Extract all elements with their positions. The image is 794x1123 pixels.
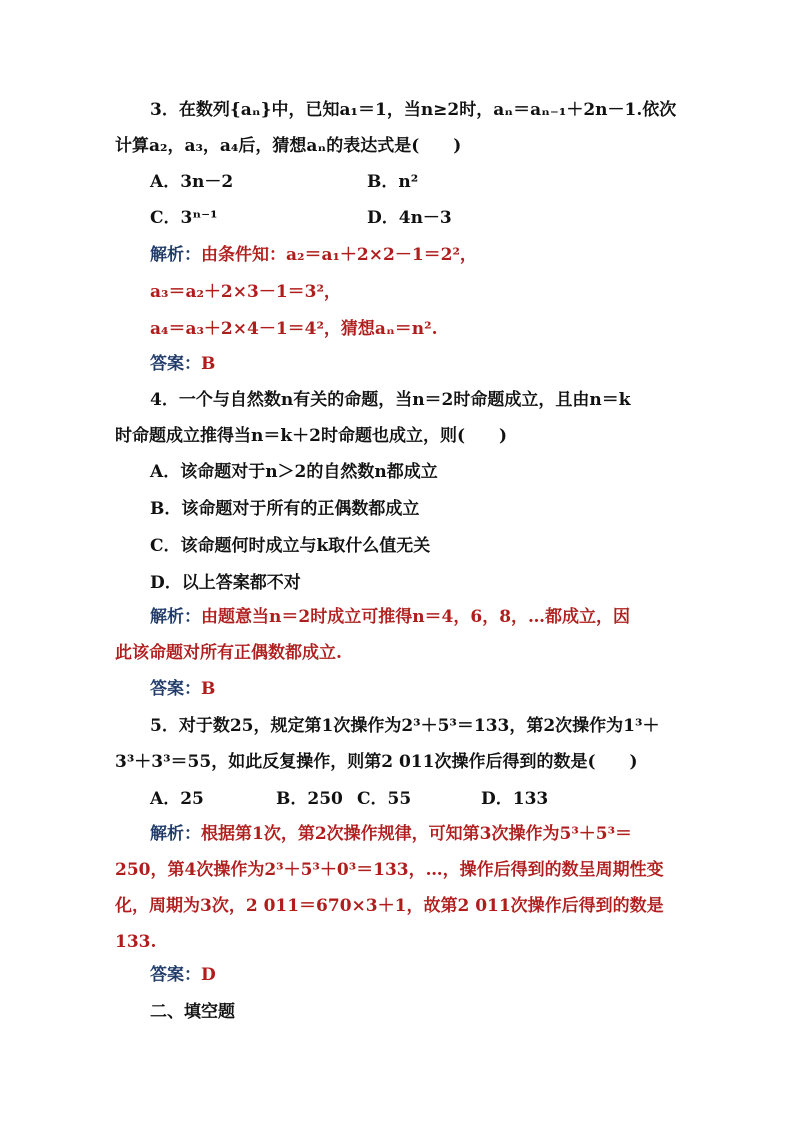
q5-analysis-line-2: 250，第4次操作为2³＋5³＋0³＝133，…，操作后得到的数呈周期性变 — [115, 860, 664, 880]
q4-stem-line-2: 时命题成立推得当n＝k＋2时命题也成立，则( ) — [115, 426, 508, 446]
q3-analysis-label: 解析： — [150, 245, 201, 265]
q5-stem-line-1: 5．对于数25，规定第1次操作为2³＋5³＝133，第2次操作为1³＋ — [150, 716, 660, 736]
q4-analysis-text-1: 由题意当n＝2时成立可推得n＝4，6，8，…都成立，因 — [201, 607, 631, 627]
section-title: 二、填空题 — [150, 1002, 235, 1022]
q5-stem-line-2: 3³＋3³＝55，如此反复操作，则第2 011次操作后得到的数是( ) — [115, 752, 638, 772]
q4-option-b: B．该命题对于所有的正偶数都成立 — [150, 499, 420, 519]
q3-analysis-line-3: a₄＝a₃＋2×4－1＝4²，猜想aₙ＝n². — [150, 319, 438, 339]
q3-analysis-line-1 — [150, 243, 477, 267]
q5-option-c: C．55 — [357, 789, 412, 809]
q3-analysis-line-2: a₃＝a₂＋2×3－1＝3²， — [150, 282, 341, 302]
q5-analysis-line-3: 化，周期为3次，2 011＝670×3＋1，故第2 011次操作后得到的数是 — [115, 896, 664, 916]
q3-analysis-text-1: 由条件知：a₂＝a₁＋2×2－1＝2²， — [201, 245, 477, 265]
q4-option-a: A．该命题对于n＞2的自然数n都成立 — [150, 462, 438, 482]
q3-option-a: A．3n－2 — [150, 172, 234, 192]
q4-option-d: D．以上答案都不对 — [150, 573, 301, 593]
q3-answer-value: B — [201, 354, 216, 374]
q3-option-d: D．4n－3 — [367, 208, 452, 228]
q3-option-b: B．n² — [367, 172, 419, 192]
q3-stem-line-1: 3．在数列{aₙ}中，已知a₁＝1，当n≥2时，aₙ＝aₙ₋₁＋2n－1.依次 — [150, 100, 677, 120]
q5-analysis-line-1 — [150, 822, 632, 846]
q4-answer-label: 答案： — [150, 679, 201, 699]
q4-option-c: C．该命题何时成立与k取什么值无关 — [150, 536, 431, 556]
q3-answer — [150, 352, 215, 376]
q5-analysis-label: 解析： — [150, 824, 201, 844]
q5-answer-label: 答案： — [150, 965, 201, 985]
q4-answer — [150, 677, 215, 701]
q3-stem-line-2: 计算a₂，a₃，a₄后，猜想aₙ的表达式是( ) — [115, 136, 462, 156]
q4-answer-value: B — [201, 679, 216, 699]
q4-analysis-label: 解析： — [150, 607, 201, 627]
q5-option-d: D．133 — [481, 789, 549, 809]
q3-option-c: C．3ⁿ⁻¹ — [150, 208, 218, 228]
q4-analysis-line-1 — [150, 605, 630, 629]
q5-answer — [150, 963, 216, 987]
q5-analysis-line-4: 133. — [115, 932, 157, 952]
q4-stem-line-1: 4．一个与自然数n有关的命题，当n＝2时命题成立，且由n＝k — [150, 390, 631, 410]
q5-answer-value: D — [201, 965, 216, 985]
q4-analysis-line-2: 此该命题对所有正偶数都成立. — [115, 643, 342, 663]
q5-option-a: A．25 — [150, 789, 204, 809]
q3-answer-label: 答案： — [150, 354, 201, 374]
q5-analysis-text-1: 根据第1次，第2次操作规律，可知第3次操作为5³＋5³＝ — [201, 824, 633, 844]
q5-option-b: B．250 — [276, 789, 343, 809]
